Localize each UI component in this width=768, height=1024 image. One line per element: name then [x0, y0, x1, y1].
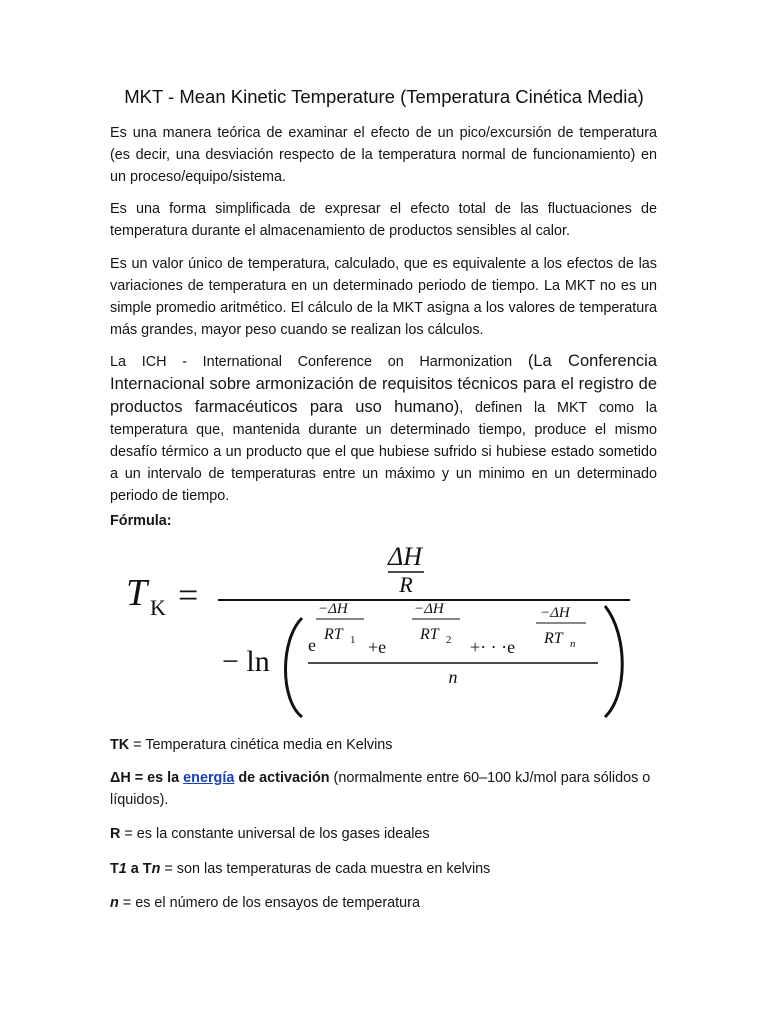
definition-tk	[110, 734, 657, 756]
exp1-base: e	[308, 635, 316, 655]
ich-text-start: La ICH - International Conference on Harmonization	[110, 354, 528, 370]
desc-tk: = Temperatura cinética media en Kelvins	[129, 737, 393, 753]
ich-parenthetical: (La Conferencia Internacional sobre armonización de requisitos técnicos para el registro de productos farmacéuticos para uso humano)	[110, 352, 657, 416]
desc-n: = es el número de los ensayos de temperatura	[118, 895, 420, 911]
exp2-den: RT	[420, 626, 439, 643]
desc-dh-b: de activación	[234, 770, 330, 786]
term-t-n: n	[151, 861, 161, 877]
term-t-mid: a T	[126, 861, 152, 877]
term-r: R	[110, 826, 121, 842]
right-paren	[605, 606, 622, 717]
exp2-numerator: −ΔH	[414, 601, 444, 617]
page-title: MKT - Mean Kinetic Temperature (Temperatura Cinética Media)	[124, 86, 644, 107]
definition-r	[110, 823, 657, 845]
definition-n	[110, 892, 657, 914]
expn-den-sub: n	[570, 638, 576, 650]
formula-lhs-sub: K	[150, 595, 166, 620]
term-dh: ΔH	[110, 770, 131, 786]
dots-e: +· · ·e	[470, 637, 516, 657]
desc-dh-a: = es la	[130, 770, 184, 786]
formula-graphic	[110, 535, 640, 720]
expn-den: RT	[544, 630, 563, 647]
definition-t	[110, 858, 657, 880]
term-t-a: T	[110, 861, 119, 877]
minus-ln: − ln	[222, 645, 270, 678]
left-paren	[286, 618, 303, 717]
definition-dh	[110, 767, 657, 811]
numerator-r: R	[399, 572, 413, 597]
exp1-den-sub: 1	[350, 634, 356, 646]
exp1-numerator: −ΔH	[318, 601, 348, 617]
exp2-den-sub: 2	[446, 634, 452, 646]
paragraph-ich	[110, 350, 657, 507]
link-energia[interactable]: energía	[183, 770, 235, 786]
formula-equals: =	[178, 575, 199, 615]
term-t-1: 1	[118, 861, 127, 877]
paragraph-simplified: Es una forma simplificada de expresar el efecto total de las fluctuaciones de temperatura durante el almacenamiento de productos sensibles al calor.	[110, 201, 657, 239]
plus-e: +e	[368, 637, 387, 657]
expn-numerator: −ΔH	[540, 605, 570, 621]
term-n: n	[110, 895, 119, 911]
desc-t: = son las temperaturas de cada muestra en kelvins	[160, 861, 491, 877]
mkt-formula	[110, 535, 640, 720]
ich-text-end: , definen la MKT como la temperatura que, mantenida durante un determinado tiempo, produce el mismo desafío térmico a un producto que el que hubiese sufrido si hubiese estado sometido a un intervalo de temperaturas entre un máximo y un minimo en un determinado periodo de tiempo.	[110, 400, 657, 504]
numerator-delta-h: ΔH	[387, 542, 423, 571]
paragraph-single-value: Es un valor único de temperatura, calculado, que es equivalente a los efectos de las variaciones de temperatura en un determinado periodo de tiempo. La MKT no es un simple promedio aritmético. El cálculo de la MKT asigna a los valores de temperatura más grandes, mayor peso cuando se realizan los cálculos.	[110, 256, 657, 338]
exp1-den: RT	[324, 626, 343, 643]
formula-lhs: T	[126, 572, 148, 614]
desc-dh-c: (normalmente entre 60–100 kJ/mol para sólidos o líquidos).	[110, 770, 651, 808]
desc-r: = es la constante universal de los gases ideales	[120, 826, 430, 842]
formula-label: Fórmula:	[110, 513, 172, 529]
inner-den-n: n	[448, 667, 458, 687]
term-tk: TK	[110, 737, 130, 753]
paragraph-definition: Es una manera teórica de examinar el efecto de un pico/excursión de temperatura (es decir, una desviación respecto de la temperatura normal de funcionamiento) en un proceso/equipo/sistema.	[110, 125, 657, 185]
